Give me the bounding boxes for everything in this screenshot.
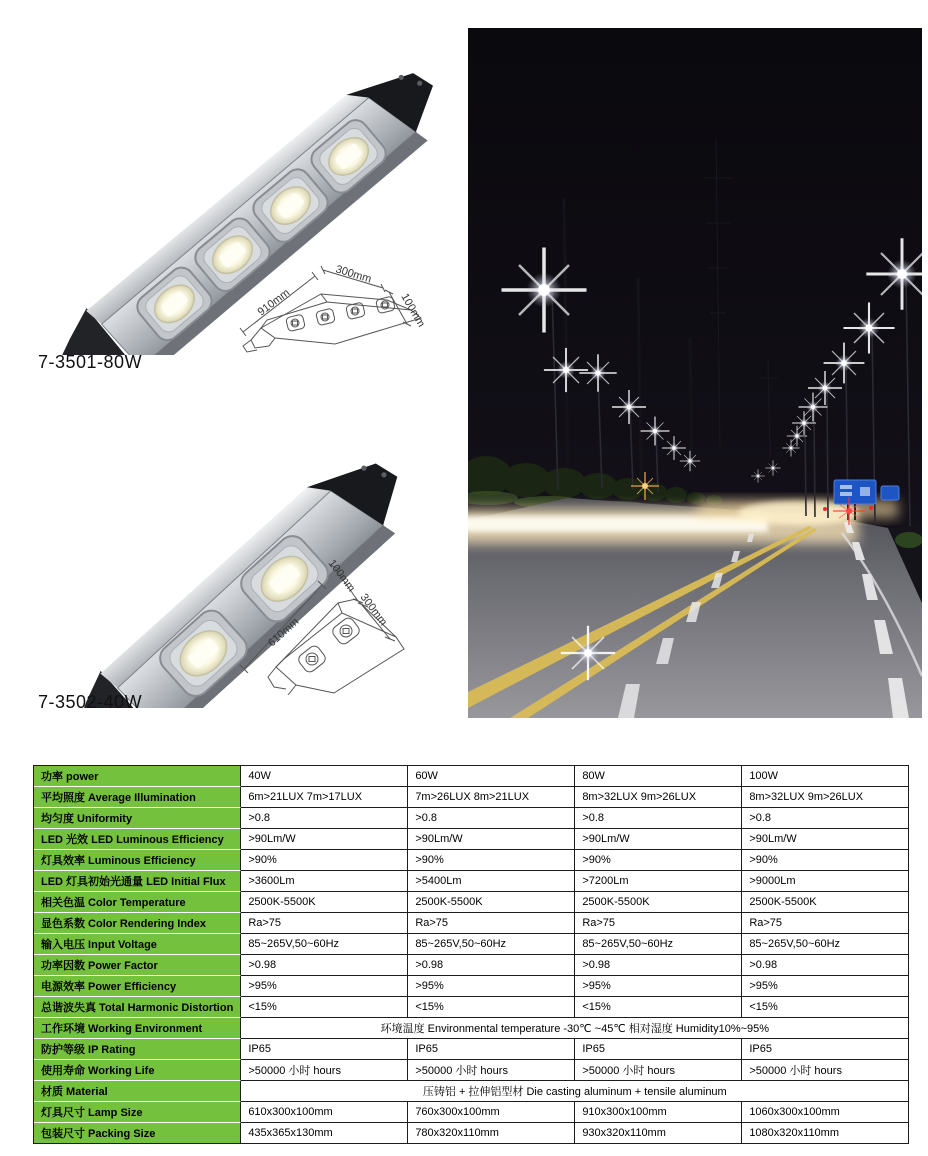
dim-label-width: 300mm xyxy=(357,591,390,629)
spec-value-cell: <15% xyxy=(408,997,575,1018)
spec-value-cell: >0.98 xyxy=(742,955,909,976)
spec-row xyxy=(34,892,909,913)
spec-row xyxy=(34,934,909,955)
spec-value-cell: IP65 xyxy=(742,1039,909,1060)
spec-value-cell: >0.98 xyxy=(408,955,575,976)
spec-merged-value-cell: 压铸铝 + 拉伸铝型材 Die casting aluminum + tensile aluminum xyxy=(241,1081,909,1102)
spec-value-cell: 85~265V,50~60Hz xyxy=(575,934,742,955)
spec-row xyxy=(34,871,909,892)
spec-value-cell: Ra>75 xyxy=(575,913,742,934)
spec-value-cell: >50000 小时 hours xyxy=(408,1060,575,1081)
spec-value-cell: <15% xyxy=(575,997,742,1018)
dim-label-height: 100mm xyxy=(325,557,358,595)
dim-label-width: 300mm xyxy=(334,263,373,286)
spec-value-cell: >50000 小时 hours xyxy=(742,1060,909,1081)
spec-value-cell: >90% xyxy=(241,850,408,871)
spec-label-cell: 输入电压 Input Voltage xyxy=(34,934,241,955)
spec-value-cell: >0.8 xyxy=(742,808,909,829)
spec-value-cell: >0.98 xyxy=(575,955,742,976)
spec-value-cell: >9000Lm xyxy=(742,871,909,892)
spec-label-cell: 平均照度 Average Illumination xyxy=(34,787,241,808)
spec-row xyxy=(34,1039,909,1060)
dim-label-height: 100mm xyxy=(398,291,428,330)
spec-value-cell: 60W xyxy=(408,766,575,787)
spec-value-cell: 780x320x110mm xyxy=(408,1123,575,1144)
spec-table xyxy=(33,765,909,1144)
spec-value-cell: Ra>75 xyxy=(742,913,909,934)
spec-label-cell: 灯具效率 Luminous Efficiency xyxy=(34,850,241,871)
spec-value-cell: <15% xyxy=(241,997,408,1018)
spec-row xyxy=(34,976,909,997)
spec-label-cell: 电源效率 Power Efficiency xyxy=(34,976,241,997)
spec-value-cell: 85~265V,50~60Hz xyxy=(408,934,575,955)
spec-value-cell: 8m>32LUX 9m>26LUX xyxy=(575,787,742,808)
spec-value-cell: <15% xyxy=(742,997,909,1018)
spec-label-cell: 功率 power xyxy=(34,766,241,787)
spec-row xyxy=(34,1018,909,1039)
spec-value-cell: 2500K-5500K xyxy=(241,892,408,913)
dim-label-length: 910mm xyxy=(255,286,293,319)
spec-value-cell: Ra>75 xyxy=(408,913,575,934)
spec-label-cell: 相关色温 Color Temperature xyxy=(34,892,241,913)
spec-value-cell: >90Lm/W xyxy=(241,829,408,850)
spec-value-cell: 85~265V,50~60Hz xyxy=(742,934,909,955)
spec-value-cell: >7200Lm xyxy=(575,871,742,892)
spec-value-cell: 85~265V,50~60Hz xyxy=(241,934,408,955)
right-bush xyxy=(895,532,922,548)
spec-value-cell: >5400Lm xyxy=(408,871,575,892)
spec-value-cell: >0.8 xyxy=(408,808,575,829)
spec-label-cell: 使用寿命 Working Life xyxy=(34,1060,241,1081)
spec-merged-value-cell: 环境温度 Environmental temperature -30℃ ~45℃ 相对湿度 Humidity10%~95% xyxy=(241,1018,909,1039)
spec-value-cell: >0.8 xyxy=(575,808,742,829)
spec-value-cell: 760x300x100mm xyxy=(408,1102,575,1123)
spec-value-cell: 7m>26LUX 8m>21LUX xyxy=(408,787,575,808)
product-model-label: 7-3501-80W xyxy=(38,352,143,372)
spec-value-cell: 40W xyxy=(241,766,408,787)
spec-value-cell: 100W xyxy=(742,766,909,787)
spec-label-cell: 总谐波失真 Total Harmonic Distortion xyxy=(34,997,241,1018)
spec-value-cell: 910x300x100mm xyxy=(575,1102,742,1123)
spec-value-cell: 2500K-5500K xyxy=(575,892,742,913)
spec-value-cell: 1060x300x100mm xyxy=(742,1102,909,1123)
spec-value-cell: >90Lm/W xyxy=(575,829,742,850)
spec-label-cell: 均匀度 Uniformity xyxy=(34,808,241,829)
spec-value-cell: IP65 xyxy=(408,1039,575,1060)
spec-value-cell: >95% xyxy=(408,976,575,997)
spec-label-cell: 显色系数 Color Rendering Index xyxy=(34,913,241,934)
spec-label-cell: 防护等级 IP Rating xyxy=(34,1039,241,1060)
spec-value-cell: >95% xyxy=(241,976,408,997)
spec-value-cell: 2500K-5500K xyxy=(742,892,909,913)
spec-value-cell: 6m>21LUX 7m>17LUX xyxy=(241,787,408,808)
spec-label-cell: 功率因数 Power Factor xyxy=(34,955,241,976)
dim-label-length: 610mm xyxy=(265,615,302,650)
product-model-label: 7-3502-40W xyxy=(38,692,143,712)
spec-value-cell: 930x320x110mm xyxy=(575,1123,742,1144)
dimension-diagram-40w xyxy=(238,545,453,695)
spec-row xyxy=(34,997,909,1018)
spec-value-cell: >90Lm/W xyxy=(742,829,909,850)
spec-label-cell: 灯具尺寸 Lamp Size xyxy=(34,1102,241,1123)
spec-value-cell: IP65 xyxy=(575,1039,742,1060)
spec-value-cell: >90% xyxy=(742,850,909,871)
spec-row xyxy=(34,850,909,871)
spec-label-cell: 工作环境 Working Environment xyxy=(34,1018,241,1039)
spec-value-cell: >50000 小时 hours xyxy=(241,1060,408,1081)
spec-label-cell: 材质 Material xyxy=(34,1081,241,1102)
spec-row xyxy=(34,829,909,850)
spec-row xyxy=(34,955,909,976)
spec-label-cell: 包装尺寸 Packing Size xyxy=(34,1123,241,1144)
spec-value-cell: >0.98 xyxy=(241,955,408,976)
night-street-photo xyxy=(468,28,922,718)
spec-row xyxy=(34,1102,909,1123)
spec-value-cell: 1080x320x110mm xyxy=(742,1123,909,1144)
spec-value-cell: 80W xyxy=(575,766,742,787)
spec-value-cell: 610x300x100mm xyxy=(241,1102,408,1123)
spec-value-cell: >50000 小时 hours xyxy=(575,1060,742,1081)
spec-row xyxy=(34,1123,909,1144)
spec-value-cell: >95% xyxy=(575,976,742,997)
spec-row xyxy=(34,787,909,808)
spec-label-cell: LED 灯具初始光通量 LED Initial Flux xyxy=(34,871,241,892)
spec-label-cell: LED 光效 LED Luminous Efficiency xyxy=(34,829,241,850)
spec-value-cell: Ra>75 xyxy=(241,913,408,934)
spec-row xyxy=(34,913,909,934)
spec-value-cell: >90% xyxy=(408,850,575,871)
spec-value-cell: 435x365x130mm xyxy=(241,1123,408,1144)
spec-value-cell: 8m>32LUX 9m>26LUX xyxy=(742,787,909,808)
spec-value-cell: IP65 xyxy=(241,1039,408,1060)
dimension-diagram-80w xyxy=(235,250,445,355)
spec-row xyxy=(34,808,909,829)
spec-value-cell: >3600Lm xyxy=(241,871,408,892)
spec-value-cell: >90% xyxy=(575,850,742,871)
spec-value-cell: >95% xyxy=(742,976,909,997)
spec-row xyxy=(34,1081,909,1102)
spec-value-cell: >90Lm/W xyxy=(408,829,575,850)
spec-row xyxy=(34,1060,909,1081)
spec-value-cell: >0.8 xyxy=(241,808,408,829)
spec-row xyxy=(34,766,909,787)
spec-table-body xyxy=(34,766,909,1144)
spec-value-cell: 2500K-5500K xyxy=(408,892,575,913)
